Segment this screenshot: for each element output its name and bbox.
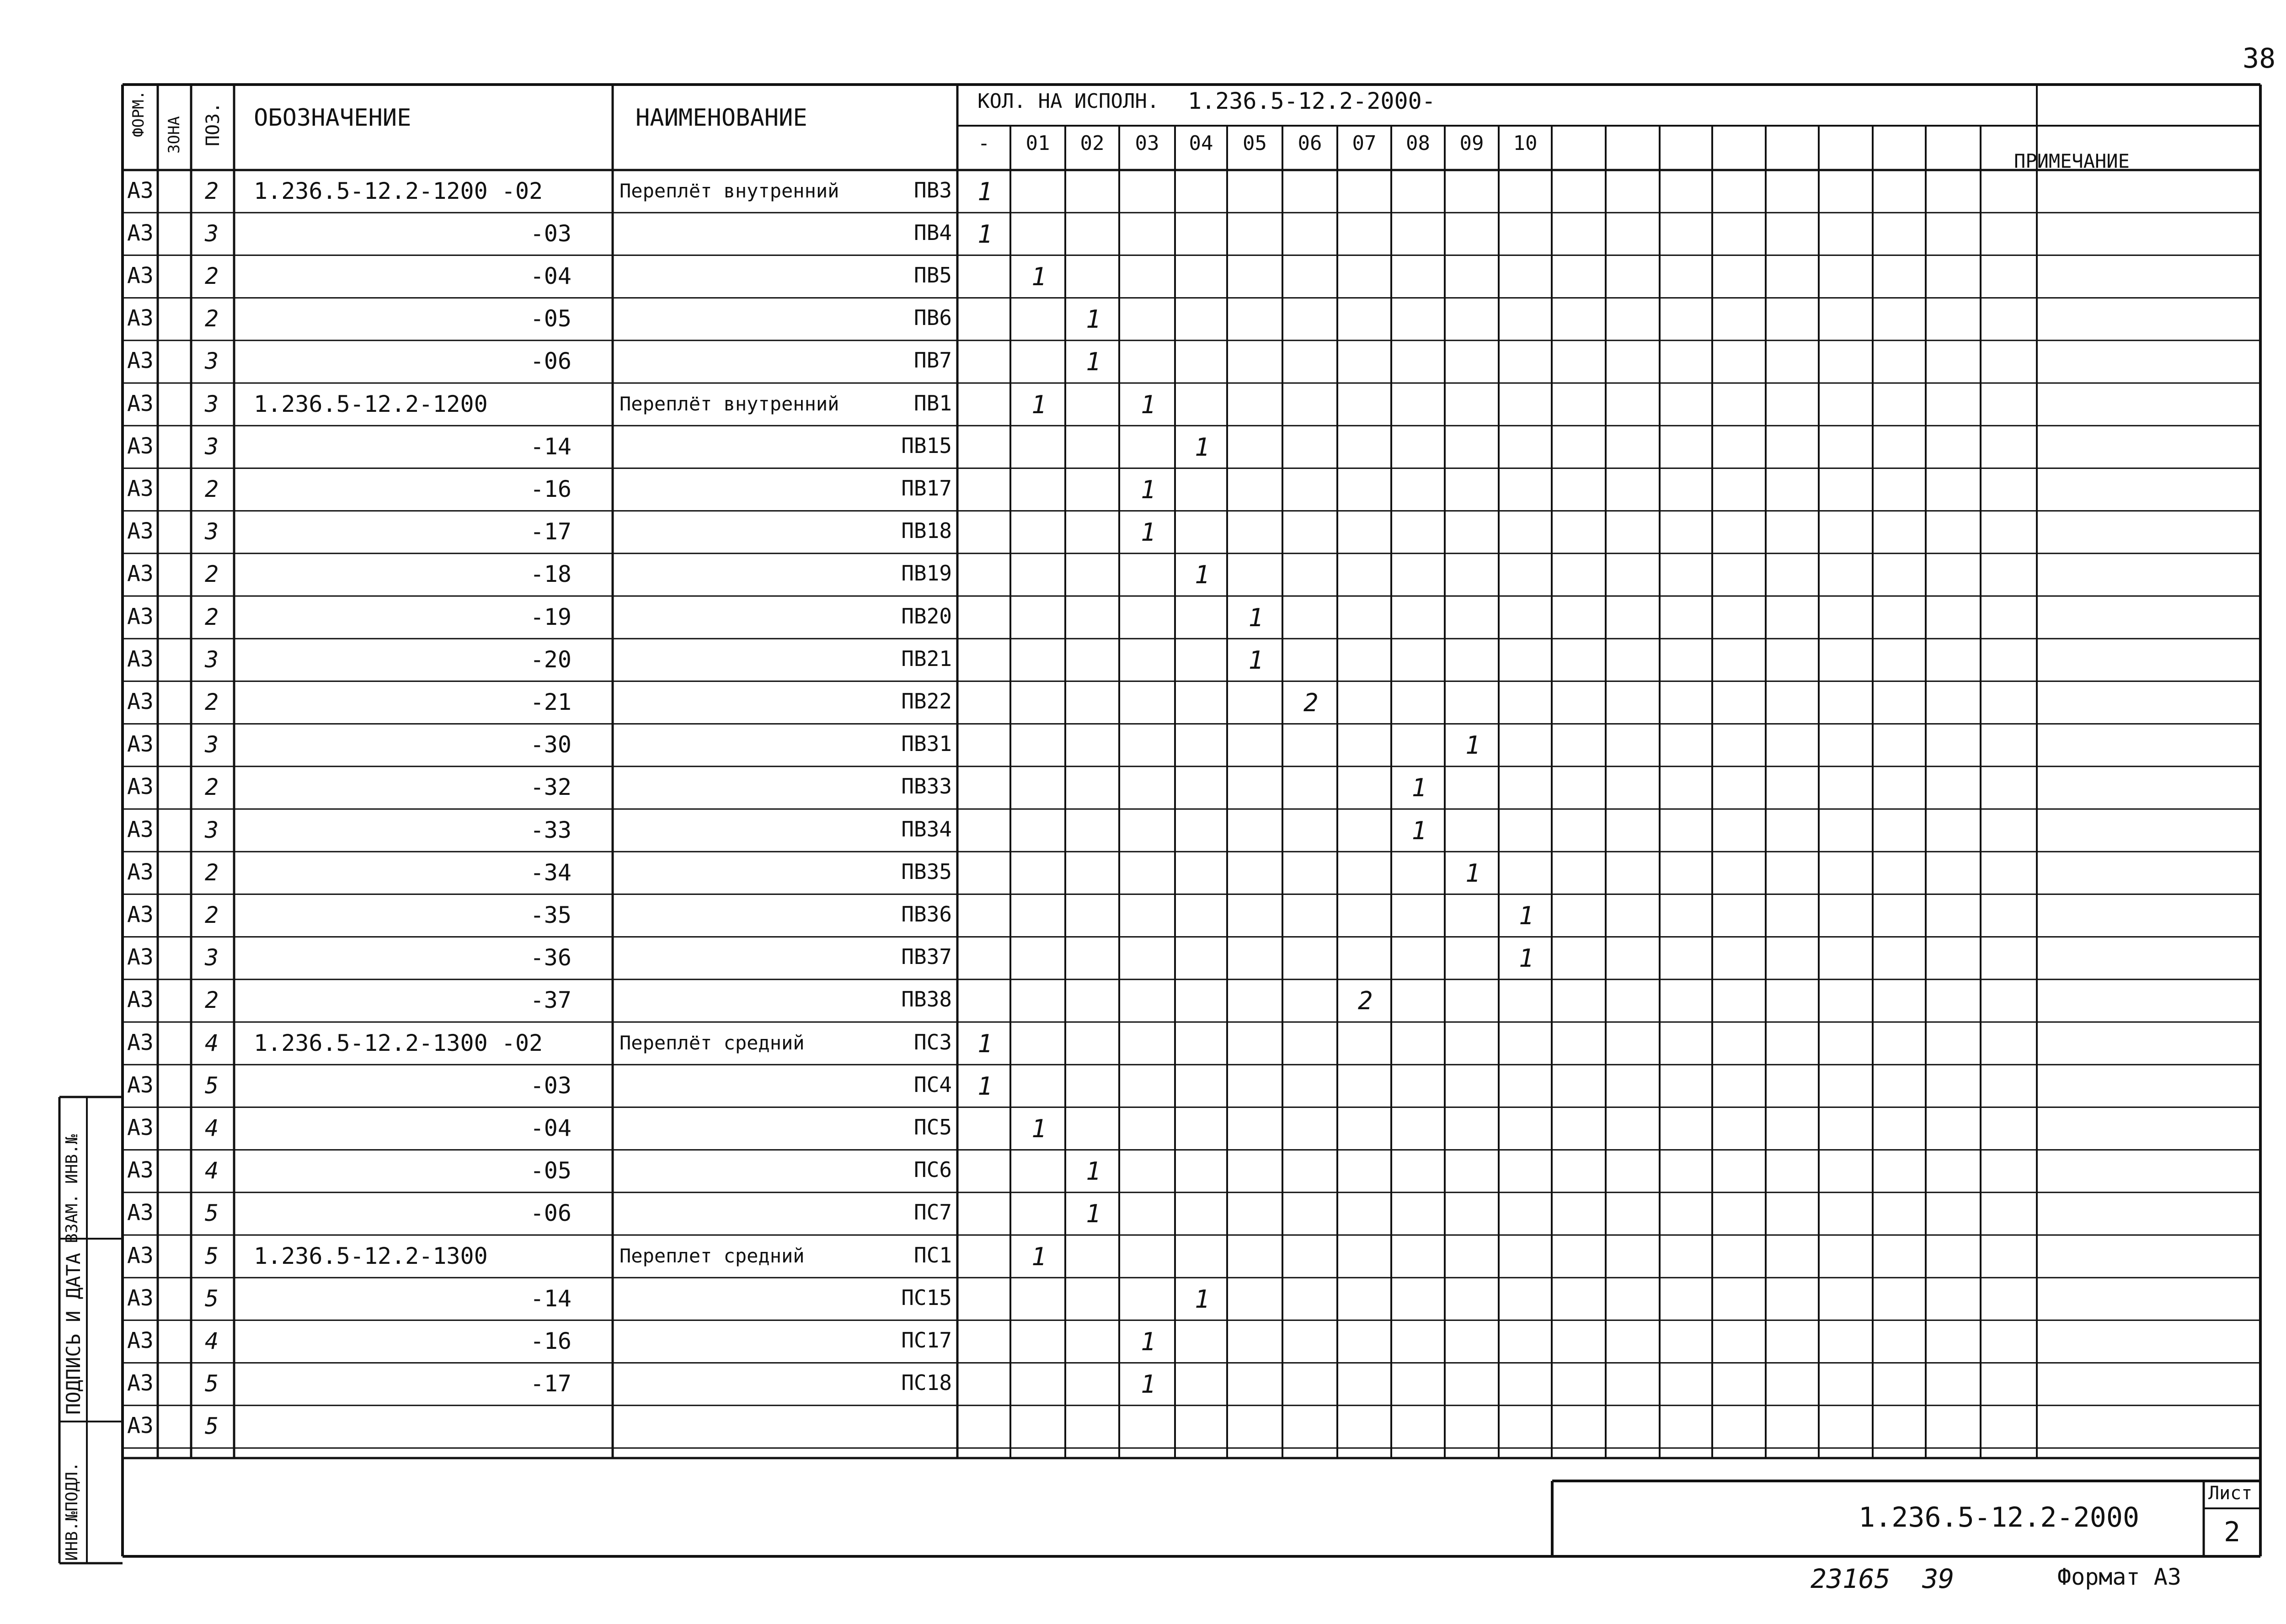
qty-cell-base: 1 xyxy=(977,219,993,249)
format-cell: А3 xyxy=(127,1242,154,1268)
designation-cell: -04 xyxy=(530,263,572,289)
format-cell: А3 xyxy=(127,518,154,544)
format-cell: А3 xyxy=(127,433,154,459)
pos-cell: 2 xyxy=(205,263,219,289)
qty-cell-02: 1 xyxy=(1086,1199,1101,1229)
format-cell: А3 xyxy=(127,774,154,800)
designation-cell: -17 xyxy=(530,518,572,545)
designation-cell: -17 xyxy=(530,1370,572,1397)
format-cell: А3 xyxy=(127,1285,154,1311)
variant-header-06: 06 xyxy=(1298,132,1322,155)
designation-cell: -37 xyxy=(530,987,572,1014)
designation-cell: -20 xyxy=(530,646,572,673)
qty-cell-base: 1 xyxy=(977,177,993,206)
format-cell: А3 xyxy=(127,1370,154,1396)
name-cell: Переплёт средний xyxy=(620,1031,805,1054)
format-cell: А3 xyxy=(127,1115,154,1140)
zone-header: ЗОНА xyxy=(165,116,183,154)
pos-cell: 5 xyxy=(205,1200,219,1227)
variant-header-base: - xyxy=(977,132,990,155)
format-cell: А3 xyxy=(127,731,154,757)
variant-header-09: 09 xyxy=(1459,132,1484,155)
designation-cell: -35 xyxy=(530,902,572,928)
variant-header-08: 08 xyxy=(1406,132,1430,155)
mark-cell: ПС18 xyxy=(901,1370,952,1395)
format-cell: А3 xyxy=(127,476,154,501)
mark-cell: ПВ7 xyxy=(913,348,952,373)
pos-cell: 2 xyxy=(205,859,219,886)
mark-cell: ПС15 xyxy=(901,1285,952,1310)
format-cell: А3 xyxy=(127,859,154,885)
designation-cell: -36 xyxy=(530,944,572,971)
pos-cell: 3 xyxy=(205,220,219,247)
mark-cell: ПВ4 xyxy=(913,220,952,245)
designation-cell: -14 xyxy=(530,1285,572,1312)
qty-cell-03: 1 xyxy=(1141,1370,1156,1399)
designation-cell: -32 xyxy=(530,774,572,801)
pos-cell: 2 xyxy=(205,476,219,502)
designation-cell: -06 xyxy=(530,348,572,375)
qty-cell-04: 1 xyxy=(1195,432,1210,462)
pos-cell: 2 xyxy=(205,603,219,630)
format-cell: А3 xyxy=(127,348,154,374)
page-number: 38 xyxy=(2243,43,2276,75)
format-cell: А3 xyxy=(127,263,154,288)
side-stamp-signature: ПОДПИСЬ И ДАТА xyxy=(62,1252,85,1415)
qty-cell-06: 2 xyxy=(1303,688,1319,717)
format-cell: А3 xyxy=(127,1200,154,1226)
pos-cell: 4 xyxy=(205,1115,219,1141)
format-cell: А3 xyxy=(127,1157,154,1183)
designation-cell: -33 xyxy=(530,816,572,843)
qty-cell-02: 1 xyxy=(1086,347,1101,377)
pos-cell: 2 xyxy=(205,305,219,332)
name-cell: Переплёт внутренний xyxy=(620,392,839,415)
pos-cell: 3 xyxy=(205,816,219,843)
pos-cell: 3 xyxy=(205,390,219,417)
mark-cell: ПВ18 xyxy=(901,518,952,543)
designation-cell: -16 xyxy=(530,476,572,502)
variant-header-02: 02 xyxy=(1080,132,1105,155)
side-stamp-inv: ИНВ.№ПОДЛ. xyxy=(63,1462,81,1561)
mark-cell: ПВ33 xyxy=(901,774,952,799)
mark-cell: ПВ31 xyxy=(901,731,952,756)
qty-document: 1.236.5-12.2-2000- xyxy=(1188,88,1436,114)
format-cell: А3 xyxy=(127,902,154,927)
qty-cell-base: 1 xyxy=(977,1029,993,1058)
format-cell: А3 xyxy=(127,390,154,416)
qty-cell-02: 1 xyxy=(1086,1157,1101,1186)
mark-cell: ПВ19 xyxy=(901,561,952,586)
designation-cell: -03 xyxy=(530,1072,572,1099)
variant-header-07: 07 xyxy=(1352,132,1377,155)
pos-cell: 2 xyxy=(205,774,219,801)
qty-cell-09: 1 xyxy=(1465,731,1480,760)
designation-cell: -14 xyxy=(530,433,572,460)
pos-cell: 4 xyxy=(205,1029,219,1056)
qty-cell-03: 1 xyxy=(1141,390,1156,419)
qty-cell-01: 1 xyxy=(1031,262,1047,291)
qty-cell-09: 1 xyxy=(1465,858,1480,888)
side-stamp-replace: ВЗАМ. ИНВ.№ xyxy=(63,1134,81,1243)
footer-stamp-numbers: 23165 39 xyxy=(1811,1563,1955,1594)
variant-header-01: 01 xyxy=(1025,132,1050,155)
mark-cell: ПВ37 xyxy=(901,944,952,969)
mark-cell: ПВ38 xyxy=(901,987,952,1012)
qty-cell-base: 1 xyxy=(977,1071,993,1101)
footer-format-note: Формат А3 xyxy=(2057,1564,2181,1590)
mark-cell: ПС1 xyxy=(913,1242,952,1267)
qty-cell-01: 1 xyxy=(1031,1114,1047,1143)
qty-cell-08: 1 xyxy=(1411,816,1427,845)
pos-cell: 5 xyxy=(205,1370,219,1397)
pos-cell: 5 xyxy=(205,1242,219,1269)
designation-cell: -04 xyxy=(530,1115,572,1141)
sheet-label: Лист xyxy=(2208,1483,2253,1504)
mark-cell: ПВ35 xyxy=(901,859,952,884)
pos-cell: 5 xyxy=(205,1072,219,1099)
qty-cell-03: 1 xyxy=(1141,518,1156,547)
qty-cell-04: 1 xyxy=(1195,1284,1210,1314)
variant-header-04: 04 xyxy=(1189,132,1213,155)
pos-cell: 4 xyxy=(205,1328,219,1354)
variant-header-05: 05 xyxy=(1243,132,1267,155)
designation-cell: -06 xyxy=(530,1200,572,1227)
mark-cell: ПВ5 xyxy=(913,263,952,288)
pos-cell: 2 xyxy=(205,689,219,715)
format-cell: А3 xyxy=(127,561,154,587)
pos-cell: 2 xyxy=(205,561,219,588)
pos-header: ПОЗ. xyxy=(203,102,224,146)
name-header: НАИМЕНОВАНИЕ xyxy=(636,104,807,132)
format-cell: А3 xyxy=(127,1072,154,1098)
format-cell: А3 xyxy=(127,646,154,672)
mark-cell: ПВ34 xyxy=(901,816,952,841)
format-header: ФОРМ. xyxy=(129,90,148,137)
qty-cell-03: 1 xyxy=(1141,475,1156,504)
qty-header: КОЛ. НА ИСПОЛН. xyxy=(977,90,1159,113)
designation-cell: -19 xyxy=(530,603,572,630)
mark-cell: ПС7 xyxy=(913,1200,952,1225)
pos-cell: 2 xyxy=(205,177,219,204)
pos-cell: 2 xyxy=(205,987,219,1014)
designation-cell: 1.236.5-12.2-1200 xyxy=(254,390,488,417)
format-cell: А3 xyxy=(127,987,154,1013)
qty-cell-07: 2 xyxy=(1358,986,1373,1016)
pos-cell: 3 xyxy=(205,348,219,375)
format-cell: А3 xyxy=(127,603,154,629)
format-cell: А3 xyxy=(127,305,154,331)
pos-cell: 5 xyxy=(205,1413,219,1440)
designation-cell: -30 xyxy=(530,731,572,758)
designation-cell: 1.236.5-12.2-1300 -02 xyxy=(254,1029,543,1056)
mark-cell: ПВ1 xyxy=(913,390,952,415)
qty-cell-01: 1 xyxy=(1031,390,1047,419)
designation-cell: 1.236.5-12.2-1200 -02 xyxy=(254,177,543,204)
mark-cell: ПС17 xyxy=(901,1328,952,1352)
format-cell: А3 xyxy=(127,220,154,246)
format-cell: А3 xyxy=(127,1029,154,1055)
mark-cell: ПС6 xyxy=(913,1157,952,1182)
designation-cell: -16 xyxy=(530,1328,572,1354)
mark-cell: ПС4 xyxy=(913,1072,952,1097)
pos-cell: 4 xyxy=(205,1157,219,1184)
format-cell: А3 xyxy=(127,177,154,203)
pos-cell: 2 xyxy=(205,902,219,928)
designation-cell: -21 xyxy=(530,689,572,715)
designation-cell: -03 xyxy=(530,220,572,247)
qty-cell-05: 1 xyxy=(1248,603,1264,632)
pos-cell: 3 xyxy=(205,731,219,758)
note-header: ПРИМЕЧАНИЕ xyxy=(2014,150,2130,172)
mark-cell: ПВ21 xyxy=(901,646,952,671)
qty-cell-05: 1 xyxy=(1248,645,1264,675)
designation-cell: -34 xyxy=(530,859,572,886)
variant-header-03: 03 xyxy=(1135,132,1159,155)
name-cell: Переплет средний xyxy=(620,1244,805,1267)
pos-cell: 3 xyxy=(205,433,219,460)
qty-cell-04: 1 xyxy=(1195,560,1210,590)
mark-cell: ПВ20 xyxy=(901,603,952,628)
pos-cell: 3 xyxy=(205,944,219,971)
pos-cell: 5 xyxy=(205,1285,219,1312)
mark-cell: ПВ15 xyxy=(901,433,952,458)
designation-cell: 1.236.5-12.2-1300 xyxy=(254,1242,488,1269)
title-block-document: 1.236.5-12.2-2000 xyxy=(1859,1502,2140,1533)
mark-cell: ПС3 xyxy=(913,1029,952,1054)
pos-cell: 3 xyxy=(205,646,219,673)
mark-cell: ПС5 xyxy=(913,1115,952,1139)
qty-cell-10: 1 xyxy=(1519,901,1534,930)
designation-cell: -05 xyxy=(530,305,572,332)
qty-cell-08: 1 xyxy=(1411,773,1427,803)
variant-header-10: 10 xyxy=(1513,132,1538,155)
pos-cell: 3 xyxy=(205,518,219,545)
qty-cell-01: 1 xyxy=(1031,1242,1047,1271)
designation-cell: -18 xyxy=(530,561,572,588)
mark-cell: ПВ3 xyxy=(913,177,952,202)
format-cell: А3 xyxy=(127,816,154,842)
designation-cell: -05 xyxy=(530,1157,572,1184)
sheet-number: 2 xyxy=(2224,1516,2241,1548)
format-cell: А3 xyxy=(127,1413,154,1439)
qty-cell-03: 1 xyxy=(1141,1327,1156,1356)
designation-header: ОБОЗНАЧЕНИЕ xyxy=(254,104,411,132)
name-cell: Переплёт внутренний xyxy=(620,179,839,202)
mark-cell: ПВ6 xyxy=(913,305,952,330)
mark-cell: ПВ17 xyxy=(901,476,952,501)
mark-cell: ПВ22 xyxy=(901,689,952,713)
mark-cell: ПВ36 xyxy=(901,902,952,926)
qty-cell-10: 1 xyxy=(1519,944,1534,973)
qty-cell-02: 1 xyxy=(1086,305,1101,334)
format-cell: А3 xyxy=(127,1328,154,1353)
format-cell: А3 xyxy=(127,944,154,970)
format-cell: А3 xyxy=(127,689,154,714)
